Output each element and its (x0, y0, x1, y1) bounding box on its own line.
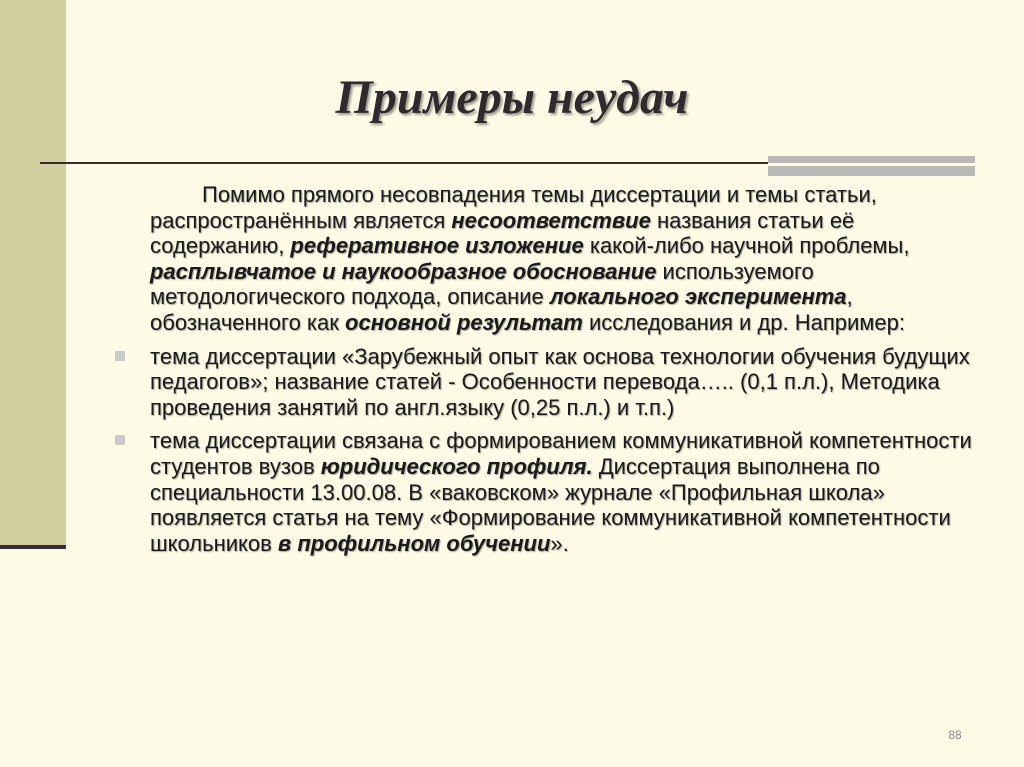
slide-title: Примеры неудач (335, 71, 689, 124)
emphasis-text: в профильном обучении (277, 530, 551, 556)
text-run: тема диссертации «Зарубежный опыт как основа технологии обучения будущих педагогов»; название статей - Особенности перевода….. (0,1 п.л.), Методика проведения занятий по англ.языку (0,25 п.л.) и т.п.) (150, 343, 970, 420)
bullet-item (150, 344, 980, 421)
slide-body (150, 182, 980, 556)
emphasis-text: расплывчатое и наукообразное обоснование (150, 258, 657, 284)
emphasis-text: локального эксперимента (549, 284, 847, 310)
text-run: исследования и др. Например: (582, 309, 906, 335)
left-band-divider (0, 545, 66, 549)
decorative-gray-bar (768, 156, 975, 176)
text-run: ». (550, 530, 569, 556)
text-run: названия статьи её содержанию, (150, 207, 855, 259)
emphasis-text: юридического профиля. (320, 453, 593, 479)
text-run: Диссертация выполнена по специальности 13.00.08. В «ваковском» журнале «Профильная школа» появляется статья на тему «Формирование коммуникативной компетентности школьников (150, 453, 951, 556)
emphasis-text: несоответствие (451, 207, 651, 233)
emphasis-text: реферативное изложение (290, 233, 584, 259)
emphasis-text: основной результат (345, 309, 583, 335)
page-number: 88 (948, 728, 962, 742)
intro-paragraph (150, 182, 980, 336)
text-run: используемого методологического подхода, описание (150, 258, 814, 310)
text-run: какой-либо научной проблемы, (583, 233, 910, 259)
bullet-item (150, 428, 980, 556)
text-run: , обозначенного как (150, 284, 853, 335)
text-run: тема диссертации связана с формированием коммуникативной компетентности студентов вузов (150, 428, 972, 479)
text-run: Помимо прямого несовпадения темы диссертации и темы статьи, распространённым является (150, 182, 877, 233)
